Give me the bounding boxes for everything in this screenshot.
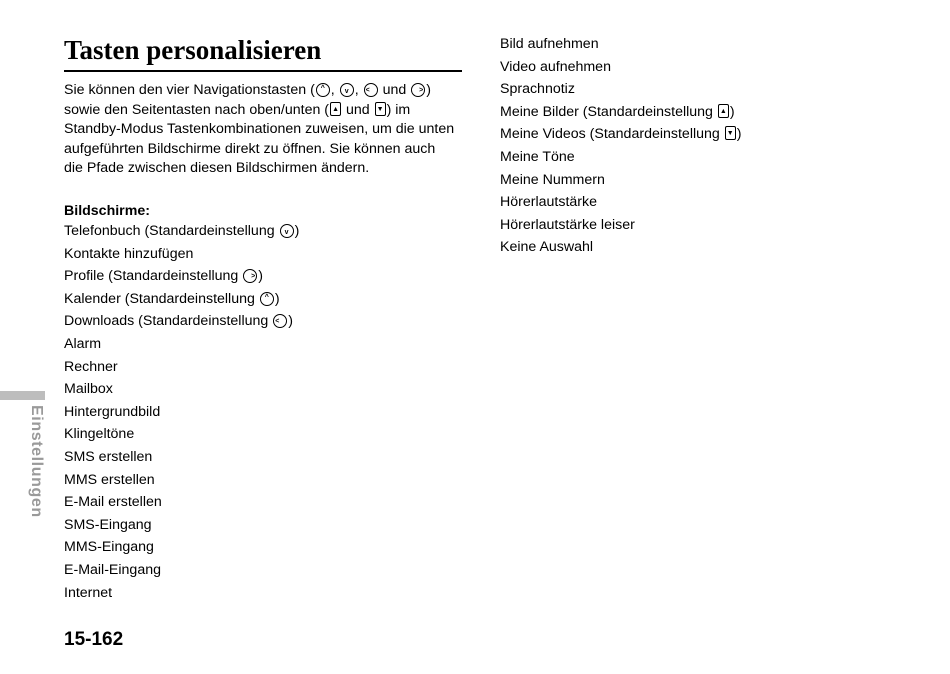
screen-name: SMS erstellen <box>64 448 153 465</box>
screen-list-item <box>64 446 299 469</box>
screen-list-item <box>64 288 299 311</box>
nav-down-key-icon: v <box>340 83 354 97</box>
screen-list-item <box>64 469 299 492</box>
intro-text-5: ) sowie den Seitentasten nach oben/unten ( <box>64 82 431 118</box>
nav-up-key-icon: ^ <box>260 292 274 306</box>
screen-name: MMS erstellen <box>64 471 155 488</box>
screen-suffix: ) <box>294 223 300 239</box>
nav-right-key-icon: > <box>411 83 425 97</box>
screen-name: Internet <box>64 584 113 601</box>
screen-list-item <box>500 56 741 79</box>
screen-list-item <box>64 243 299 266</box>
side-down-key-icon: ▼ <box>725 126 736 140</box>
screen-name: Mailbox <box>64 381 113 398</box>
screen-name: Hintergrundbild <box>64 403 161 420</box>
screen-name: Meine Nummern <box>500 171 605 188</box>
screen-list-item <box>64 356 299 379</box>
screen-list-item <box>500 236 741 259</box>
screen-suffix: ) <box>274 290 280 307</box>
page-title: Tasten personalisieren <box>64 35 322 65</box>
screen-list-item <box>64 310 299 333</box>
screen-name: Alarm <box>64 335 102 352</box>
screen-name: Meine Videos (Standardeinstellung <box>500 126 720 143</box>
nav-left-key-icon: < <box>364 83 378 97</box>
screen-list-item <box>500 123 741 146</box>
side-tab-label: Einstellungen <box>28 405 45 518</box>
screen-name: Profile (Standardeinstellung <box>64 268 239 285</box>
screen-name: Kalender (Standardeinstellung <box>64 290 255 307</box>
side-up-key-icon: ▲ <box>718 104 729 118</box>
screens-heading: Bildschirme: <box>64 203 150 219</box>
screen-suffix: ) <box>288 313 293 330</box>
screen-name: MMS-Eingang <box>64 539 154 556</box>
screen-name: Video aufnehmen <box>500 58 611 75</box>
screen-suffix: ) <box>736 126 742 143</box>
screen-list-item <box>64 220 299 243</box>
screen-name: Hörerlautstärke leiser <box>500 216 635 233</box>
screen-name: E-Mail erstellen <box>64 494 162 511</box>
screen-list-item <box>64 491 299 514</box>
screen-name: Bild aufnehmen <box>500 36 599 52</box>
intro-text-7: ) im Standby-Modus Tastenkombinationen zuweisen, um die unten aufgeführten Bildschirme direkt zu öffnen. Sie können auch die Pfade zwischen diesen Bildschirmen ändern. <box>64 101 455 177</box>
screen-list-item <box>64 333 299 356</box>
screen-suffix: ) <box>729 103 735 120</box>
screen-list-item <box>64 423 299 446</box>
intro-text-3: , <box>354 82 359 98</box>
screen-list-item <box>64 378 299 401</box>
screen-name: Downloads (Standardeinstellung <box>64 313 269 330</box>
screen-list-item <box>500 169 741 192</box>
intro-text-6: und <box>345 101 370 118</box>
nav-down-key-icon: v <box>280 224 294 238</box>
screen-list-item <box>500 33 741 56</box>
screen-list-item <box>64 536 299 559</box>
screen-name: Klingeltöne <box>64 426 135 443</box>
screen-name: Rechner <box>64 358 118 375</box>
intro-paragraph <box>64 81 456 179</box>
intro-text-1: Sie können den vier Navigationstasten ( <box>64 82 315 98</box>
nav-right-key-icon: > <box>243 269 257 283</box>
screens-list-right <box>500 33 741 259</box>
screen-list-item <box>500 191 741 214</box>
screen-name: Sprachnotiz <box>500 81 575 98</box>
intro-text-4: und <box>382 82 407 98</box>
screen-list-item <box>500 214 741 237</box>
screen-list-item <box>500 101 741 124</box>
screen-name: Keine Auswahl <box>500 239 594 256</box>
nav-left-key-icon: < <box>273 314 287 328</box>
page-number: 15-162 <box>64 629 124 650</box>
screen-name: Meine Bilder (Standardeinstellung <box>500 103 713 120</box>
side-down-key-icon: ▼ <box>375 102 386 116</box>
screen-name: E-Mail-Eingang <box>64 561 161 578</box>
screen-list-item <box>500 78 741 101</box>
screen-list-item <box>64 514 299 537</box>
screen-name: Hörerlautstärke <box>500 194 597 211</box>
intro-text-2: , <box>330 82 335 98</box>
screen-list-item <box>64 582 299 605</box>
screen-list-item <box>500 146 741 169</box>
screen-list-item <box>64 265 299 288</box>
side-up-key-icon: ▲ <box>330 102 341 116</box>
title-underline <box>64 70 462 72</box>
screen-list-item <box>64 559 299 582</box>
nav-up-key-icon: ^ <box>316 83 330 97</box>
screen-name: Telefonbuch (Standardeinstellung <box>64 223 275 239</box>
screen-name: Meine Töne <box>500 148 575 165</box>
side-tab-bar <box>0 391 45 400</box>
screen-name: Kontakte hinzufügen <box>64 245 194 262</box>
screens-list-left <box>64 220 299 604</box>
screen-list-item <box>64 401 299 424</box>
screen-name: SMS-Eingang <box>64 516 152 533</box>
screen-suffix: ) <box>258 268 263 285</box>
